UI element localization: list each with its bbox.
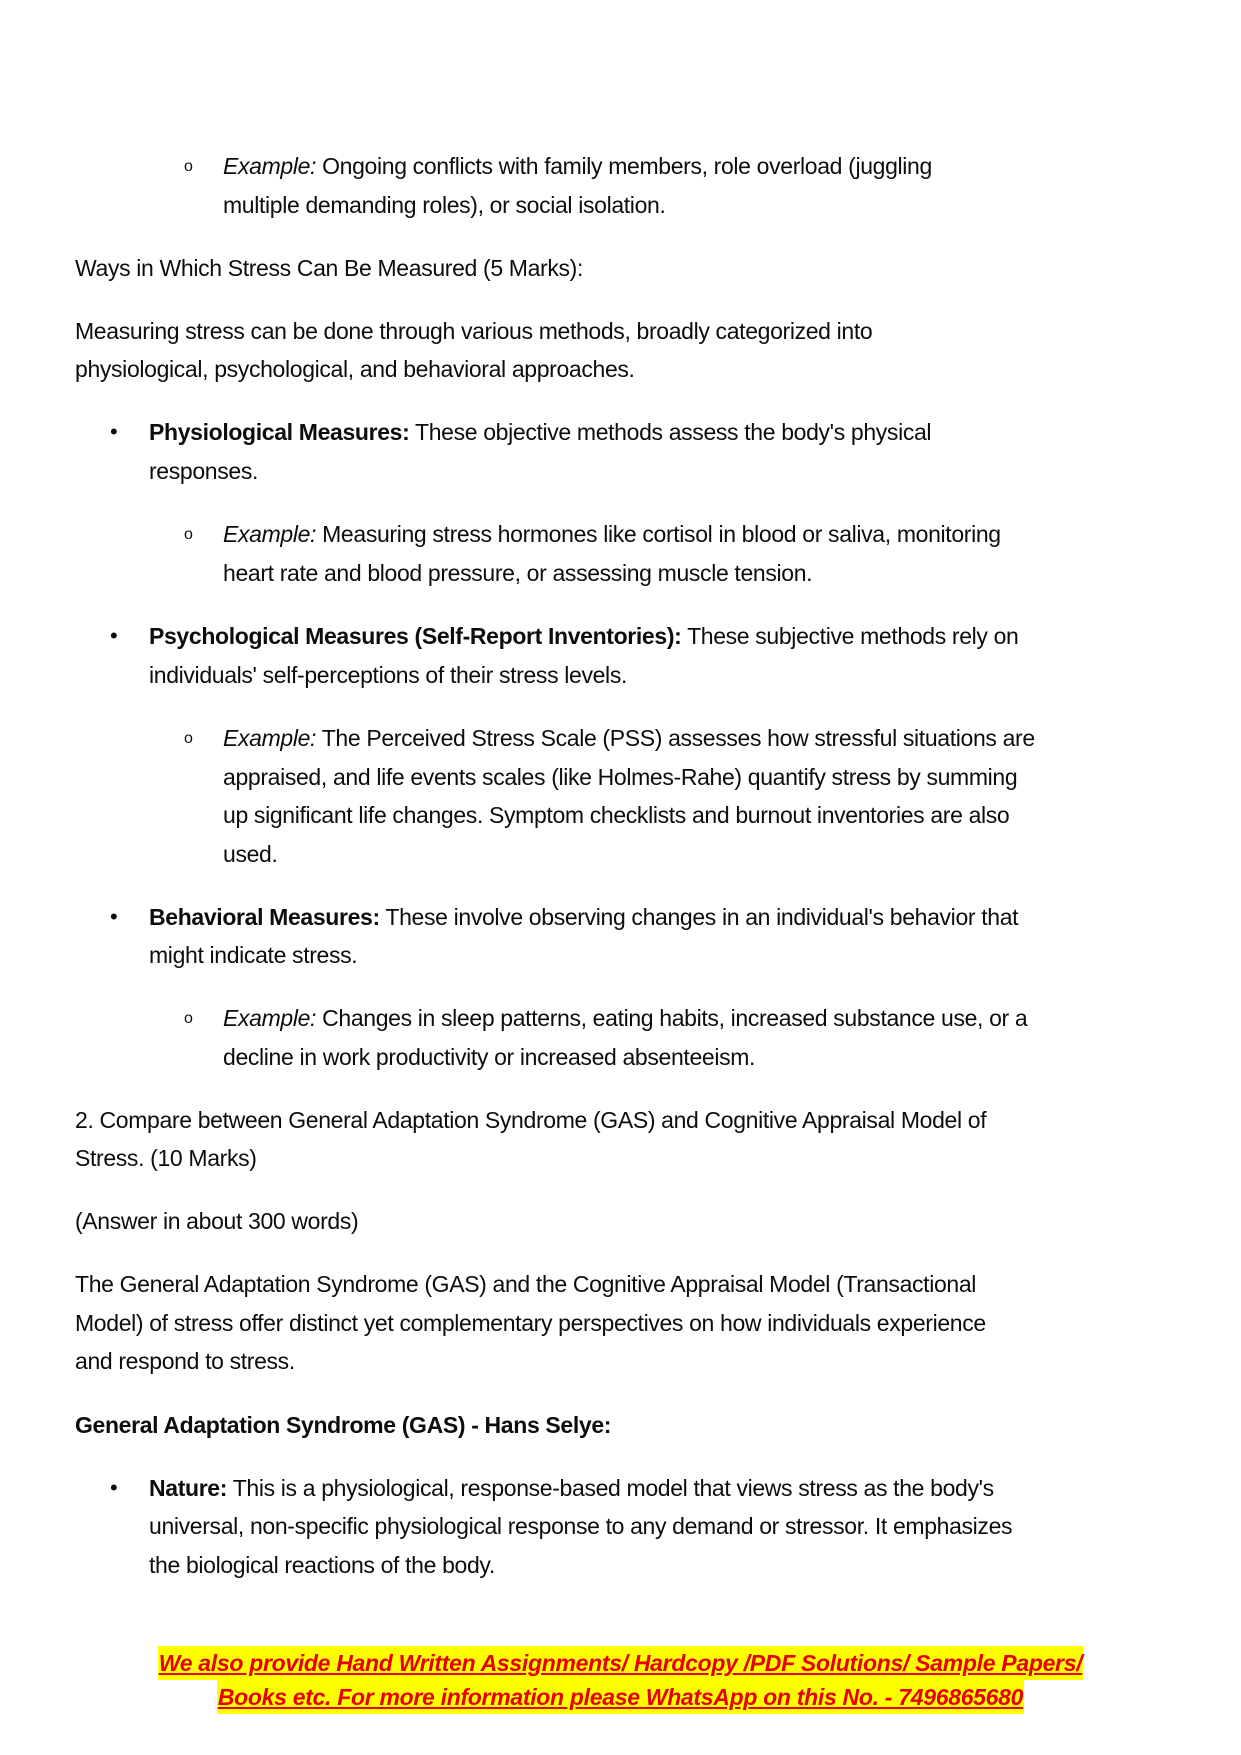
paragraph-line: physiological, psychological, and behavioral approaches. — [75, 356, 635, 382]
bullet-line: Physiological Measures: These objective methods assess the body's physical — [149, 419, 932, 445]
question-line: 2. Compare between General Adaptation Syndrome (GAS) and Cognitive Appraisal Model of — [75, 1107, 987, 1133]
bullet-line: Behavioral Measures: These involve observing changes in an individual's behavior that — [149, 904, 1019, 930]
promo-line-contact[interactable]: Books etc. For more information please WhatsApp on this No. - 7496865680 — [217, 1680, 1024, 1714]
bullet-label: Physiological Measures: — [149, 419, 410, 445]
bullet-line: might indicate stress. — [149, 942, 358, 968]
bullet-icon: • — [110, 419, 118, 444]
paragraph-line: Model) of stress offer distinct yet complementary perspectives on how individuals experience — [75, 1310, 986, 1336]
bullet-line: responses. — [149, 458, 259, 484]
promo-line: We also provide Hand Written Assignments/ Hardcopy /PDF Solutions/ Sample Papers/ — [158, 1646, 1084, 1680]
hollow-bullet-icon: o — [184, 526, 193, 543]
bullet-label: Behavioral Measures: — [149, 904, 380, 930]
bullet-icon: • — [110, 1475, 118, 1500]
example-label: Example: — [223, 1005, 317, 1031]
example-label: Example: — [223, 153, 317, 179]
paragraph-line: The General Adaptation Syndrome (GAS) and the Cognitive Appraisal Model (Transactional — [75, 1271, 977, 1297]
promo-footer — [0, 1680, 1241, 1714]
section-title: Ways in Which Stress Can Be Measured (5 Marks): — [75, 255, 584, 281]
example-line: Example: The Perceived Stress Scale (PSS) assesses how stressful situations are — [223, 725, 1035, 751]
example-line: Example: Measuring stress hormones like cortisol in blood or saliva, monitoring — [223, 521, 1001, 547]
example-line: used. — [223, 841, 278, 867]
example-line: appraised, and life events scales (like Holmes-Rahe) quantify stress by summing — [223, 764, 1018, 790]
promo-footer — [0, 1646, 1241, 1680]
hollow-bullet-icon: o — [184, 1010, 193, 1027]
example-label: Example: — [223, 521, 317, 547]
bullet-label: Nature: — [149, 1475, 228, 1501]
bullet-line: Nature: This is a physiological, response-based model that views stress as the body's — [149, 1475, 994, 1501]
bullet-icon: • — [110, 623, 118, 648]
paragraph-line: and respond to stress. — [75, 1348, 295, 1374]
bullet-label: Psychological Measures (Self-Report Inventories): — [149, 623, 682, 649]
example-line: up significant life changes. Symptom checklists and burnout inventories are also — [223, 802, 1010, 828]
example-label: Example: — [223, 725, 317, 751]
example-line: multiple demanding roles), or social isolation. — [223, 192, 666, 218]
hollow-bullet-icon: o — [184, 730, 193, 747]
question-line: Stress. (10 Marks) — [75, 1145, 257, 1171]
bullet-icon: • — [110, 904, 118, 929]
example-line: Example: Ongoing conflicts with family members, role overload (juggling — [223, 153, 932, 179]
bullet-line: Psychological Measures (Self-Report Inventories): These subjective methods rely on — [149, 623, 1019, 649]
example-line: Example: Changes in sleep patterns, eating habits, increased substance use, or a — [223, 1005, 1028, 1031]
bullet-line: universal, non-specific physiological response to any demand or stressor. It emphasizes — [149, 1513, 1013, 1539]
bullet-line: individuals' self-perceptions of their stress levels. — [149, 662, 628, 688]
example-line: heart rate and blood pressure, or assessing muscle tension. — [223, 560, 813, 586]
paragraph-line: Measuring stress can be done through various methods, broadly categorized into — [75, 318, 873, 344]
section-heading: General Adaptation Syndrome (GAS) - Hans Selye: — [75, 1412, 612, 1438]
bullet-line: the biological reactions of the body. — [149, 1552, 495, 1578]
word-limit-note: (Answer in about 300 words) — [75, 1208, 359, 1234]
example-line: decline in work productivity or increased absenteeism. — [223, 1044, 756, 1070]
hollow-bullet-icon: o — [184, 158, 193, 175]
